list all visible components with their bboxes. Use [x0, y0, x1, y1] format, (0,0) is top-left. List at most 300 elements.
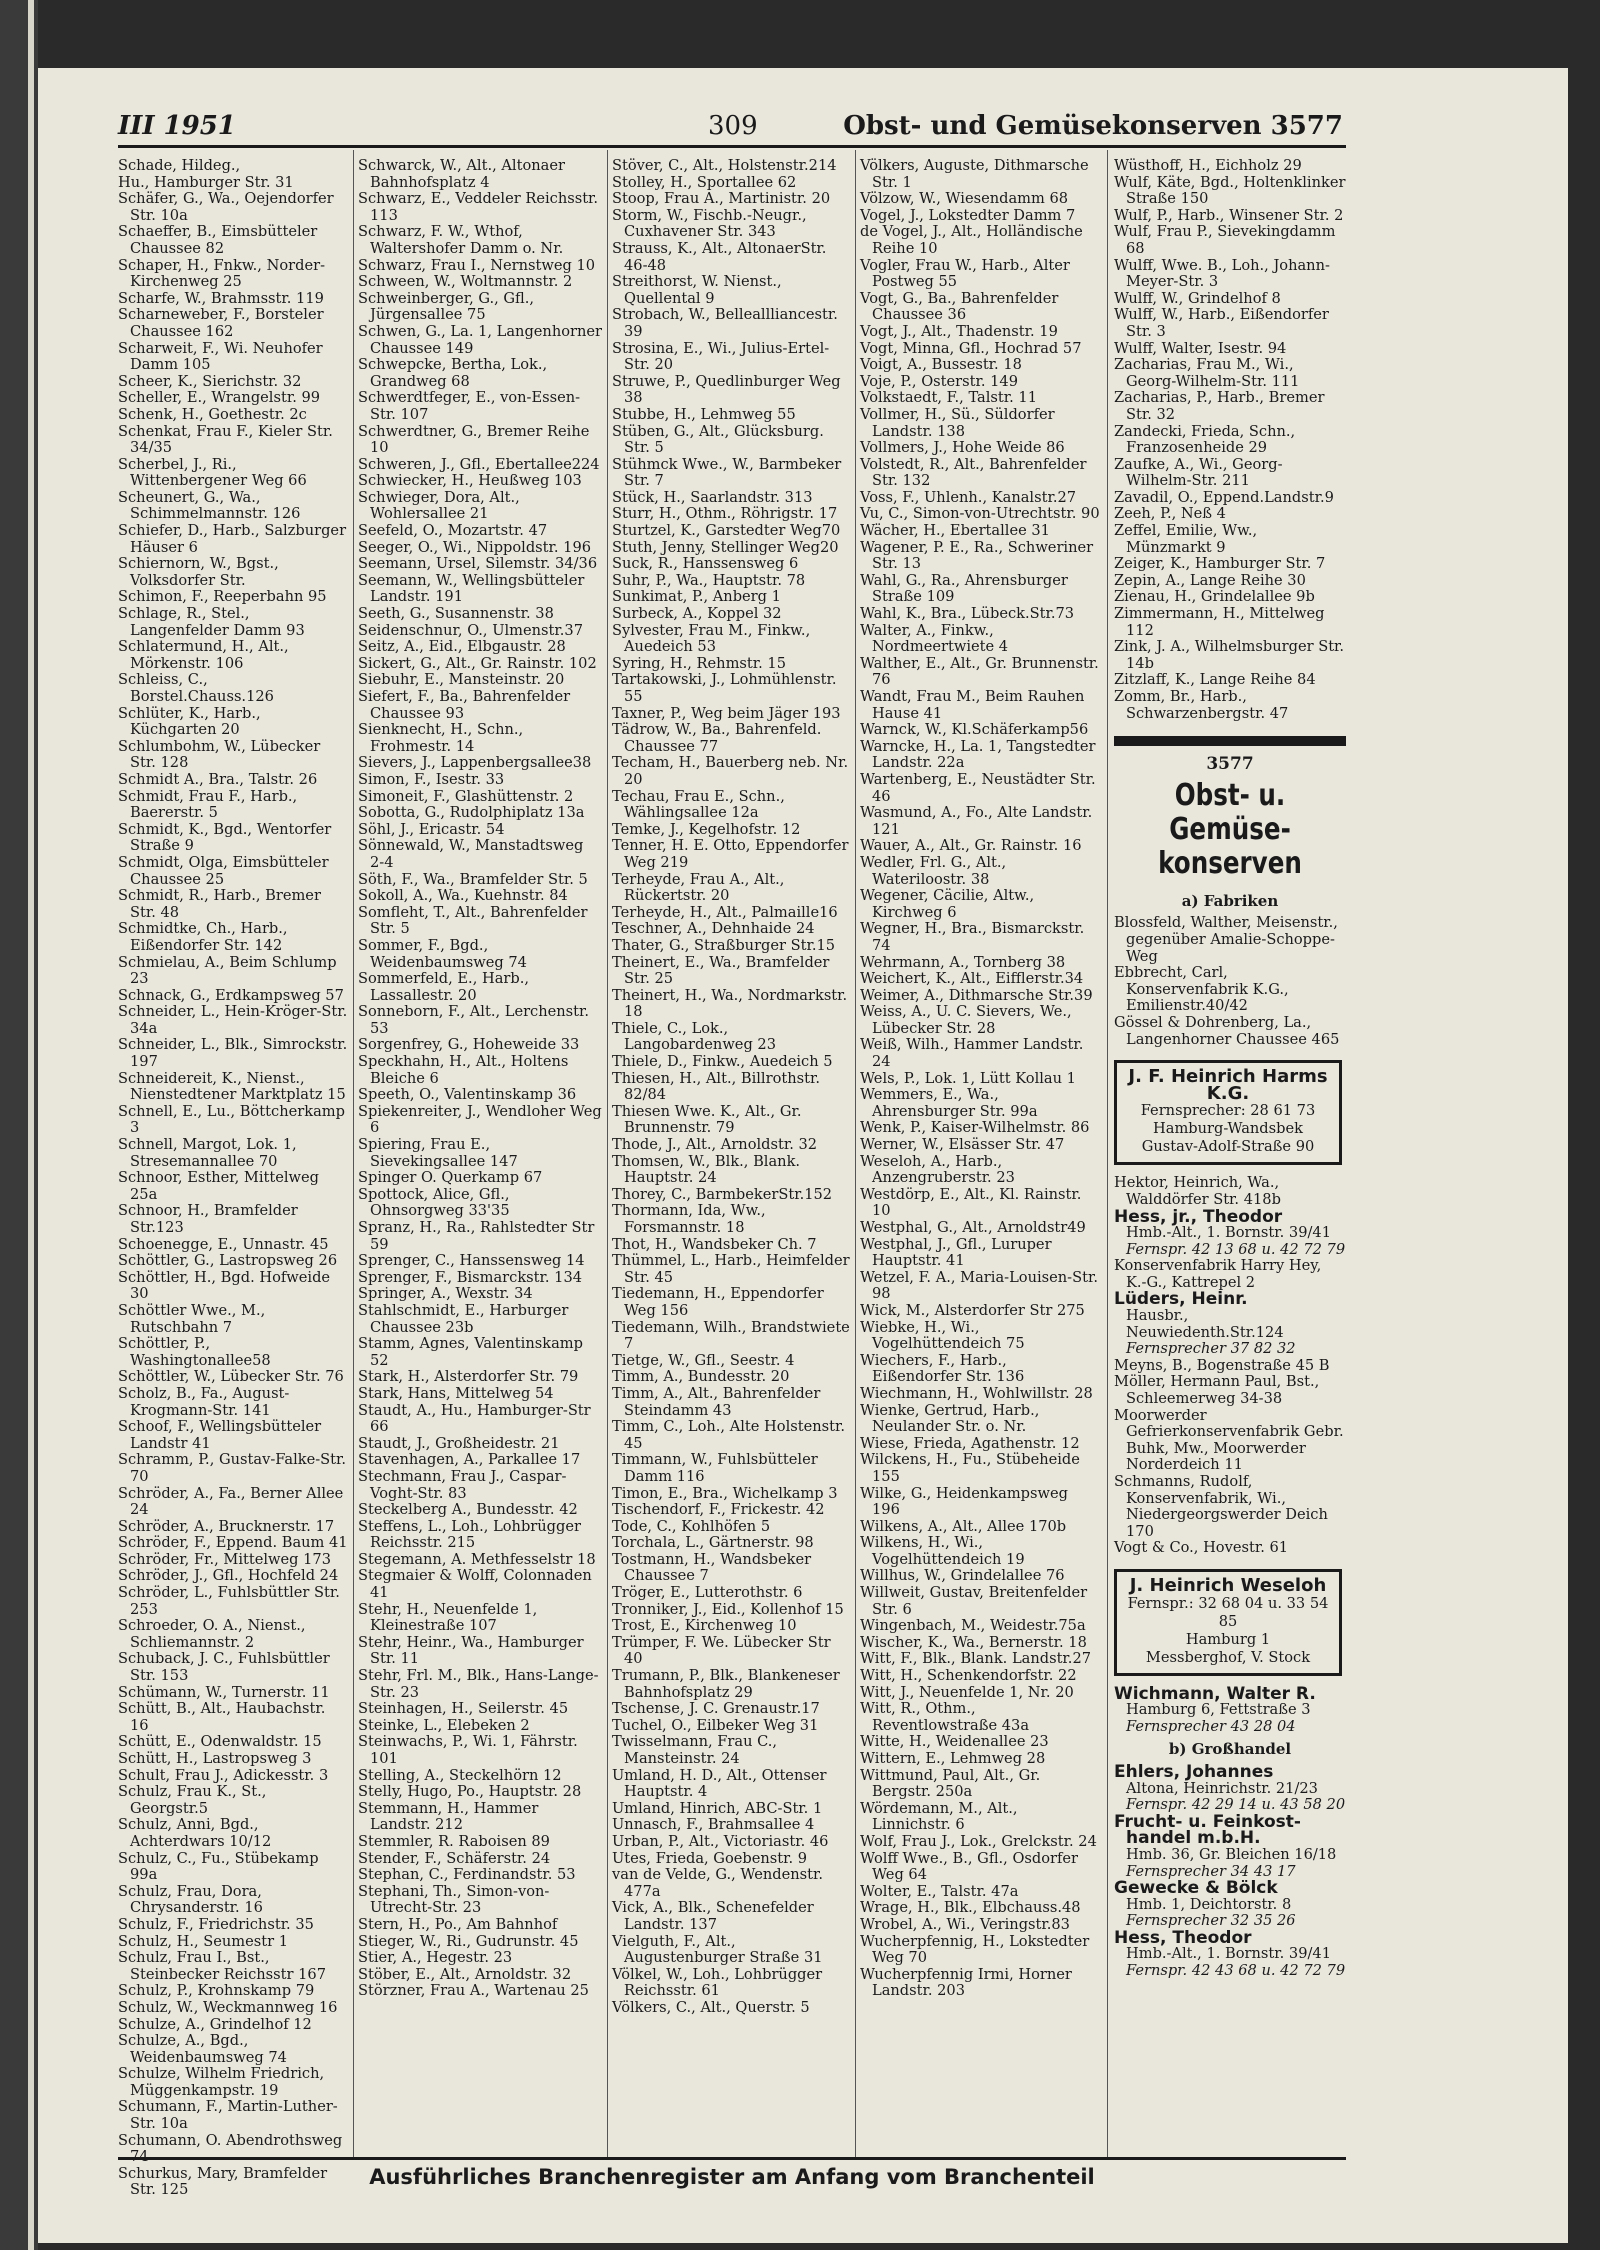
directory-entry: Trost, E., Kirchenweg 10 — [612, 1617, 797, 1635]
directory-entry: Schwiecker, H., Heußweg 103 — [358, 472, 582, 490]
directory-entry: Wolter, E., Talstr. 47a — [860, 1882, 1019, 1900]
directory-entry: Schröder, A., Fa., Berner Allee 24 — [118, 1484, 344, 1519]
directory-entry: Thater, G., Straßburger Str.15 — [612, 936, 836, 954]
directory-entry: Speckhahn, H., Alt., Holtens Bleiche 6 — [358, 1053, 569, 1087]
book-binding — [0, 0, 38, 2250]
directory-entry: Thiele, D., Finkw., Auedeich 5 — [612, 1053, 833, 1071]
directory-entry: Sunkimat, P., Anberg 1 — [612, 588, 781, 606]
directory-entry: Tröger, E., Lutterothstr. 6 — [612, 1584, 803, 1602]
directory-entry: Schöttler, H., Bgd. Hofweide 30 — [118, 1268, 331, 1303]
directory-entry: Trumann, P., Blk., Blankeneser Bahnhofsplatz 29 — [612, 1667, 840, 1701]
directory-entry: Storm, W., Fischb.-Neugr., Cuxhavener Str. 343 — [612, 206, 807, 241]
directory-entry: Völkel, W., Loh., Lohbrügger Reichsstr. 61 — [612, 1965, 823, 2000]
directory-entry: Schlüter, K., Harb., Küchgarten 20 — [118, 704, 261, 739]
directory-entry: Stephani, Th., Simon-von-Utrecht-Str. 23 — [358, 1882, 550, 1917]
company-name-cont: handel m.b.H. — [1126, 1828, 1261, 1849]
company-name: Lüders, Heinr. — [1114, 1289, 1248, 1310]
subsection-fabriken: a) Fabriken — [1181, 891, 1279, 910]
directory-entry: Völzow, W., Wiesendamm 68 — [860, 190, 1069, 208]
directory-entry: Vu, C., Simon-von-Utrechtstr. 90 — [860, 505, 1100, 523]
directory-entry: Weimer, A., Dithmarsche Str.39 — [860, 986, 1093, 1004]
directory-entry: Seeger, O., Wi., Nippoldstr. 196 — [358, 538, 592, 556]
directory-entry: Weichert, K., Alt., Eifflerstr.34 — [860, 970, 1084, 988]
directory-entry: Sonneborn, F., Alt., Lerchenstr. 53 — [358, 1003, 590, 1037]
column-3 — [612, 158, 850, 2017]
company-line: Fernspr. 42 43 68 u. 42 72 79 — [1126, 1962, 1346, 1980]
directory-entry: Sienknecht, H., Schn., Frohmestr. 14 — [358, 721, 524, 755]
directory-entry: Wemmers, E., Wa., Ahrensburger Str. 99a — [860, 1086, 1038, 1120]
directory-entry: Scharfe, W., Brahmsstr. 119 — [118, 289, 324, 307]
directory-entry: Schulz, H., Seumestr 1 — [118, 1932, 289, 1950]
directory-entry: Wehrmann, A., Tornberg 38 — [860, 953, 1066, 971]
directory-entry: Ebbrecht, Carl, Konservenfabrik K.G., Emilienstr.40/42 — [1114, 964, 1289, 1015]
directory-entry: Schoenegge, E., Unnastr. 45 — [118, 1235, 329, 1253]
directory-entry: Meyns, B., Bogenstraße 45 B — [1114, 1356, 1330, 1374]
hess-entry — [1114, 1927, 1346, 1980]
directory-entry: Warncke, H., La. 1, Tangstedter Landstr. 22a — [860, 737, 1096, 772]
directory-entry: Seeth, G., Susannenstr. 38 — [358, 605, 554, 623]
advert-line: Fernspr.: 32 68 04 u. 33 54 85 — [1127, 1594, 1329, 1630]
directory-entry: Struwe, P., Quedlinburger Weg 38 — [612, 372, 841, 407]
directory-entry: Schoof, F., Wellingsbütteler Landstr 41 — [118, 1418, 322, 1452]
directory-entry: Wilkens, H., Wi., Vogelhüttendeich 19 — [860, 1534, 1025, 1568]
directory-entry: Zeffel, Emilie, Ww., Münzmarkt 9 — [1114, 522, 1258, 556]
directory-entry: Zacharias, P., Harb., Bremer Str. 32 — [1114, 389, 1325, 423]
directory-entry: Wulf, P., Harb., Winsener Str. 2 — [1114, 206, 1344, 224]
section-number: 3577 — [1206, 754, 1254, 775]
company-line: Hmb.-Alt., 1. Bornstr. 39/41 — [1126, 1945, 1331, 1963]
directory-entry: Wördemann, M., Alt., Linnichstr. 6 — [860, 1799, 1018, 1834]
directory-entry: Schulz, Frau K., St., Georgstr.5 — [118, 1783, 267, 1817]
directory-entry: Stöver, C., Alt., Holstenstr.214 — [612, 157, 837, 174]
directory-entry: Schwepcke, Bertha, Lok., Grandweg 68 — [358, 356, 548, 390]
directory-entry: Schulze, A., Bgd., Weidenbaumsweg 74 — [118, 2032, 287, 2066]
directory-entry: Söth, F., Wa., Bramfelder Str. 5 — [358, 870, 588, 888]
directory-entry: Schröder, A., Brucknerstr. 17 — [118, 1517, 335, 1535]
directory-entry: Timm, A., Alt., Bahrenfelder Steindamm 43 — [612, 1384, 821, 1419]
directory-entry: Schwarck, W., Alt., Altonaer Bahnhofsplatz 4 — [358, 157, 565, 191]
directory-entry: Schütt, E., Odenwaldstr. 15 — [118, 1733, 322, 1751]
directory-entry: Wucherpfennig Irmi, Horner Landstr. 203 — [860, 1965, 1072, 2000]
directory-entry: Zavadil, O., Eppend.Landstr.9 — [1114, 488, 1334, 506]
directory-entry: Unnasch, F., Brahmsallee 4 — [612, 1816, 815, 1834]
directory-entry: Scheller, E., Wrangelstr. 99 — [118, 389, 321, 407]
directory-entry: Thiesen, H., Alt., Billrothstr. 82/84 — [612, 1069, 820, 1104]
directory-entry: Twisselmann, Frau C., Mansteinstr. 24 — [612, 1733, 778, 1767]
directory-entry: Schulz, W., Weckmannweg 16 — [118, 1998, 338, 2016]
directory-entry: Schumann, O. Abendrothsweg — [118, 2131, 343, 2149]
advert-line: Messberghof, V. Stock — [1145, 1648, 1311, 1666]
directory-entry: Siefert, F., Ba., Bahrenfelder Chaussee 93 — [358, 688, 571, 722]
directory-entry: Weiß, Wilh., Hammer Landstr. 24 — [860, 1036, 1084, 1071]
company-line: Hmb. 36, Gr. Bleichen 16/18 — [1126, 1845, 1337, 1863]
directory-entry: Sommer, F., Bgd., Weidenbaumsweg 74 — [358, 936, 527, 971]
directory-entry: Schramm, P., Gustav-Falke-Str. 70 — [118, 1451, 347, 1485]
directory-entry: Zink, J. A., Wilhelmsburger Str. 14b — [1114, 638, 1345, 672]
directory-entry: Stehr, Frl. M., Blk., Hans-Lange-Str. 23 — [358, 1667, 599, 1701]
directory-entry: Schröder, L., Fuhlsbüttler Str. 253 — [118, 1584, 340, 1618]
directory-entry: Schnack, G., Erdkampsweg 57 — [118, 986, 344, 1004]
directory-entry: Schulz, F., Friedrichstr. 35 — [118, 1915, 314, 1933]
directory-entry: Sickert, G., Alt., Gr. Rainstr. 102 — [358, 654, 597, 672]
directory-entry: Schütt, H., Lastropsweg 3 — [118, 1750, 312, 1767]
directory-entry: Stier, A., Hegestr. 23 — [358, 1949, 513, 1967]
directory-entry: Tiedemann, H., Eppendorfer Weg 156 — [612, 1285, 824, 1319]
advert-line: Hamburg-Wandsbek — [1153, 1120, 1303, 1138]
directory-entry: Schwerdtfeger, E., von-Essen-Str. 107 — [358, 389, 581, 423]
directory-entry: Schwarz, F. W., Wthof, Waltershofer Damm o. Nr. — [358, 223, 564, 257]
column-divider — [855, 150, 856, 2160]
directory-entry: Schnell, Margot, Lok. 1, Stresemannallee 70 — [118, 1136, 297, 1170]
directory-entry: Vogt, J., Alt., Thadenstr. 19 — [860, 322, 1058, 340]
directory-entry: Schleiss, C., Borstel.Chauss.126 — [118, 671, 274, 705]
directory-entry: Hu., Hamburger Str. 31 — [118, 173, 294, 191]
directory-entry: Schulze, A., Grindelhof 12 — [118, 2015, 312, 2033]
directory-entry: Stück, H., Saarlandstr. 313 — [612, 488, 813, 506]
directory-entry: Weseloh, A., Harb., Anzengruberstr. 23 — [860, 1152, 1015, 1187]
directory-entry: Scholz, B., Fa., August-Krogmann-Str. 141 — [118, 1384, 290, 1419]
directory-entry: Wittmund, Paul, Alt., Gr. Bergstr. 250a — [860, 1766, 1041, 1801]
directory-entry: Steinhagen, H., Seilerstr. 45 — [358, 1700, 569, 1718]
directory-entry: Stühmck Wwe., W., Barmbeker Str. 7 — [612, 455, 842, 490]
directory-entry: Wilckens, H., Fu., Stübeheide 155 — [860, 1451, 1080, 1485]
company-name: Gewecke & Bölck — [1114, 1878, 1278, 1899]
directory-entry: Wulff, Walter, Isestr. 94 — [1114, 339, 1287, 357]
directory-entry: Wulff, Wwe. B., Loh., Johann-Meyer-Str. 3 — [1114, 256, 1330, 291]
directory-entry: Schaeffer, B., Eimsbütteler Chaussee 82 — [118, 223, 318, 257]
directory-entry: Techau, Frau E., Schn., Wählingsallee 12a — [612, 787, 785, 822]
directory-entry: Thiesen Wwe. K., Alt., Gr. Brunnenstr. 79 — [612, 1102, 802, 1137]
directory-entry: Wahl, G., Ra., Ahrensburger Straße 109 — [860, 571, 1068, 606]
directory-entry: Terheyde, Frau A., Alt., Rückertstr. 20 — [612, 870, 785, 905]
directory-entry: Schlatermund, H., Alt., Mörkenstr. 106 — [118, 638, 289, 672]
directory-entry: Tuchel, O., Eilbeker Weg 31 — [612, 1716, 819, 1734]
directory-entry: Wenk, P., Kaiser-Wilhelmstr. 86 — [860, 1119, 1090, 1137]
directory-entry: Sokoll, A., Wa., Kuehnstr. 84 — [358, 887, 568, 905]
directory-entry: Stelling, A., Steckelhörn 12 — [358, 1766, 562, 1784]
directory-entry: Konservenfabrik Harry Hey, K.-G., Kattrepel 2 — [1114, 1257, 1322, 1291]
directory-entry: Sönnewald, W., Manstadtsweg 2-4 — [358, 837, 584, 871]
directory-entry: Stelly, Hugo, Po., Hauptstr. 28 — [358, 1783, 582, 1801]
directory-entry: Voje, P., Osterstr. 149 — [860, 372, 1018, 390]
directory-entry: Voss, F., Uhlenh., Kanalstr.27 — [860, 488, 1077, 506]
directory-entry: Utes, Frieda, Goebenstr. 9 — [612, 1849, 808, 1867]
directory-entry: Sobotta, G., Rudolphiplatz 13a — [358, 804, 585, 822]
directory-entry: Schweinberger, G., Gfl., Jürgensallee 75 — [358, 289, 535, 324]
directory-entry: Tschense, J. C. Grenaustr.17 — [612, 1700, 820, 1718]
directory-entry: Schulz, Frau I., Bst., Steinbecker Reichsstr 167 — [118, 1949, 326, 1983]
directory-entry: Wischer, K., Wa., Bernerstr. 18 — [860, 1633, 1087, 1651]
directory-entry: Springer, A., Wexstr. 34 — [358, 1285, 533, 1303]
column-4 — [860, 158, 1100, 2000]
directory-entry: Zandecki, Frieda, Schn., Franzosenheide 29 — [1114, 422, 1296, 457]
frucht-entry — [1114, 1811, 1346, 1880]
directory-entry: Sturr, H., Othm., Röhrigstr. 17 — [612, 505, 838, 523]
directory-entry: Schwarz, E., Veddeler Reichsstr. 113 — [358, 190, 599, 224]
directory-entry: Schween, W., Woltmannstr. 2 — [358, 273, 573, 291]
directory-entry: Wick, M., Alsterdorfer Str 275 — [860, 1301, 1085, 1319]
directory-entry: Schulze, Wilhelm Friedrich, Müggenkampstr. 19 — [118, 2065, 325, 2099]
directory-entry: Spiekenreiter, J., Wendloher Weg 6 — [358, 1102, 602, 1137]
directory-entry: Stehr, H., Neuenfelde 1, Kleinestraße 107 — [358, 1600, 538, 1635]
directory-entry: Tiedemann, Wilh., Brandstwiete 7 — [612, 1318, 850, 1353]
directory-entry: Schumann, F., Martin-Luther-Str. 10a — [118, 2098, 338, 2133]
directory-entry: Wolf, Frau J., Lok., Grelckstr. 24 — [860, 1832, 1097, 1850]
directory-entry: Wegener, Cäcilie, Altw., Kirchweg 6 — [860, 887, 1035, 921]
directory-entry: Sturtzel, K., Garstedter Weg70 — [612, 522, 841, 540]
directory-entry: Volstedt, R., Alt., Bahrenfelder Str. 132 — [860, 455, 1087, 490]
directory-entry: Schmidt, K., Bgd., Wentorfer Straße 9 — [118, 820, 332, 855]
directory-entry: Willhus, W., Grindelallee 76 — [860, 1567, 1065, 1585]
page-footer: Ausführliches Branchenregister am Anfang vom Branchenteil — [369, 2165, 1095, 2189]
directory-entry: Thomsen, W., Blk., Blank. Hauptstr. 24 — [612, 1152, 801, 1187]
directory-entry: Schenkat, Frau F., Kieler Str. 34/35 — [118, 422, 333, 457]
advert-title: J. Heinrich Weseloh — [1129, 1574, 1327, 1596]
directory-entry: Schroeder, O. A., Nienst., Schliemannstr. 2 — [118, 1617, 306, 1651]
directory-entry: Schurkus, Mary, Bramfelder Str. 125 — [118, 2164, 328, 2199]
section-heading — [1135, 779, 1325, 881]
directory-entry: Zaufke, A., Wi., Georg-Wilhelm-Str. 211 — [1114, 455, 1283, 490]
directory-entry: Suhr, P., Wa., Hauptstr. 78 — [612, 571, 806, 589]
directory-entry: Zomm, Br., Harb., Schwarzenbergstr. 47 — [1114, 688, 1289, 722]
directory-entry: Stamm, Agnes, Valentinskamp 52 — [358, 1335, 583, 1369]
section-heading-line2: konserven — [1158, 845, 1302, 881]
directory-entry: Stark, H., Alsterdorfer Str. 79 — [358, 1368, 579, 1386]
directory-entry: Stegmaier & Wolff, Colonnaden 41 — [358, 1567, 592, 1602]
advert-weseloh — [1114, 1569, 1342, 1676]
directory-entry: Schade, Hildeg., — [118, 157, 241, 174]
directory-entry: Warnck, W., Kl.Schäferkamp56 — [860, 721, 1089, 739]
directory-entry: Schöttler, G., Lastropsweg 26 — [118, 1252, 338, 1270]
directory-entry: Stuth, Jenny, Stellinger Weg20 — [612, 538, 839, 556]
directory-entry: Westphal, J., Gfl., Luruper Hauptstr. 41 — [860, 1235, 1052, 1270]
directory-entry: Schulz, C., Fu., Stübekamp 99a — [118, 1849, 319, 1884]
company-line: Hamburg 6, Fettstraße 3 — [1126, 1701, 1311, 1719]
directory-entry: Wedler, Frl. G., Alt., Wateriloostr. 38 — [860, 853, 1007, 888]
directory-entry: Vielguth, F., Alt., Augustenburger Straße 31 — [612, 1932, 823, 1967]
advert-title: J. F. Heinrich Harms K.G. — [1128, 1066, 1328, 1104]
directory-entry: Wasmund, A., Fo., Alte Landstr. 121 — [860, 804, 1093, 838]
directory-entry: Syring, H., Rehmstr. 15 — [612, 654, 786, 672]
ehlers-entry — [1114, 1761, 1346, 1814]
directory-entry: Scheunert, G., Wa., Schimmelmannstr. 126 — [118, 488, 301, 523]
directory-entry: Wilke, G., Heidenkampsweg 196 — [860, 1484, 1068, 1519]
fabriken-list-4 — [1114, 1358, 1346, 1557]
fabriken-list-3 — [1114, 1258, 1346, 1291]
directory-entry: Witt, H., Schenkendorfstr. 22 — [860, 1667, 1077, 1685]
directory-entry: Zimmermann, H., Mittelweg 112 — [1114, 605, 1325, 639]
directory-entry: Schneider, L., Hein-Kröger-Str. 34a — [118, 1003, 348, 1037]
section-heading-line1: Obst- u. Gemüse- — [1169, 777, 1291, 847]
directory-entry: Wulf, Frau P., Sievekingdamm 68 — [1114, 223, 1336, 257]
company-line: Hmb.-Alt., 1. Bornstr. 39/41 — [1126, 1224, 1331, 1242]
directory-entry: Wienke, Gertrud, Harb., Neulander Str. o. Nr. — [860, 1401, 1040, 1436]
directory-entry: Staudt, J., Großheidestr. 21 — [358, 1434, 560, 1452]
directory-entry: Stolley, H., Sportallee 62 — [612, 173, 797, 191]
directory-entry: Wegner, H., Bra., Bismarckstr. 74 — [860, 920, 1085, 954]
directory-entry: Wrobel, A., Wi., Veringstr.83 — [860, 1915, 1070, 1933]
directory-entry: Störzner, Frau A., Wartenau 25 — [358, 1982, 589, 2000]
directory-entry: Witt, J., Neuenfelde 1, Nr. 20 — [860, 1683, 1074, 1701]
directory-entry: Westphal, G., Alt., Arnoldstr49 — [860, 1219, 1086, 1236]
directory-entry: Wetzel, F. A., Maria-Louisen-Str. 98 — [860, 1268, 1098, 1303]
gewecke-entry — [1114, 1880, 1346, 1930]
company-name: Hess, jr., Theodor — [1114, 1206, 1283, 1227]
directory-entry: Sprenger, C., Hanssensweg 14 — [358, 1252, 585, 1270]
directory-entry: Seemann, Ursel, Silemstr. 34/36 — [358, 555, 598, 573]
directory-entry: Wahl, K., Bra., Lübeck.Str.73 — [860, 605, 1075, 623]
directory-entry: Schlumbohm, W., Lübecker Str. 128 — [118, 737, 321, 772]
advert-line: Gustav-Adolf-Straße 90 — [1141, 1138, 1315, 1156]
directory-entry: Seemann, W., Wellingsbütteler Landstr. 191 — [358, 571, 585, 606]
directory-entry: Schöttler Wwe., M., Rutschbahn 7 — [118, 1301, 266, 1336]
directory-entry: de Vogel, J., Alt., Holländische Reihe 10 — [860, 223, 1083, 257]
directory-entry: Seitz, A., Eid., Elbgaustr. 28 — [358, 638, 566, 656]
directory-entry: Wingenbach, M., Weidestr.75a — [860, 1617, 1086, 1635]
directory-entry: Schaper, H., Fnkw., Norder-Kirchenweg 25 — [118, 256, 326, 291]
directory-entry: Temke, J., Kegelhofstr. 12 — [612, 820, 801, 838]
directory-entry: Vollmer, H., Sü., Süldorfer Landstr. 138 — [860, 405, 1055, 440]
directory-entry: Stoop, Frau A., Martinistr. 20 — [612, 190, 831, 208]
directory-entry: Suck, R., Hanssensweg 6 — [612, 555, 799, 573]
directory-entry: Werner, W., Elsässer Str. 47 — [860, 1136, 1065, 1154]
directory-entry: Schneidereit, K., Nienst., Nienstedtener Marktplatz 15 — [118, 1069, 346, 1104]
directory-entry: Strauss, K., Alt., AltonaerStr. 46-48 — [612, 239, 827, 274]
directory-entry: Stüben, G., Alt., Glücksburg. Str. 5 — [612, 422, 824, 457]
directory-entry: Vogler, Frau W., Harb., Alter Postweg 55 — [860, 256, 1070, 291]
column-5-entries — [1114, 158, 1346, 722]
company-line: Fernsprecher 43 28 04 — [1126, 1717, 1296, 1735]
directory-entry: Wels, P., Lok. 1, Lütt Kollau 1 — [860, 1069, 1076, 1087]
directory-entry: Thümmel, L., Harb., Heimfelder Str. 45 — [612, 1252, 850, 1286]
directory-entry: Siebuhr, E., Mansteinstr. 20 — [358, 671, 565, 689]
directory-entry: Schmidt, Frau F., Harb., Baererstr. 5 — [118, 787, 298, 822]
directory-entry: Schütt, B., Alt., Haubachstr. 16 — [118, 1700, 326, 1734]
directory-entry: Sprenger, F., Bismarckstr. 134 — [358, 1268, 583, 1286]
directory-entry: Willweit, Gustav, Breitenfelder Str. 6 — [860, 1584, 1088, 1618]
directory-entry: Schröder, F., Eppend. Baum 41 — [118, 1534, 348, 1552]
directory-entry: Moorwerder Gefrierkonservenfabrik Gebr. Buhk, Mw., Moorwerder Norderdeich 11 — [1114, 1406, 1344, 1474]
directory-entry: Seidenschnur, O., Ulmenstr.37 — [358, 621, 583, 639]
directory-entry: Wiese, Frieda, Agathenstr. 12 — [860, 1434, 1080, 1452]
column-5 — [1114, 158, 1346, 1980]
directory-entry: Seefeld, O., Mozartstr. 47 — [358, 522, 548, 540]
directory-entry: Möller, Hermann Paul, Bst., Schleemerweg 34-38 — [1114, 1373, 1320, 1408]
directory-entry: Staudt, A., Hu., Hamburger-Str 66 — [358, 1401, 591, 1436]
directory-entry: Tostmann, H., Wandsbeker Chaussee 7 — [612, 1550, 812, 1585]
footer-rule — [118, 2157, 1346, 2160]
directory-entry: Witt, R., Othm., Reventlowstraße 43a — [860, 1700, 1030, 1734]
volume-year: III 1951 — [118, 111, 236, 141]
directory-entry: Timmann, W., Fuhlsbütteler Damm 116 — [612, 1451, 818, 1485]
company-line: Hmb. 1, Deichtorstr. 8 — [1126, 1895, 1292, 1913]
directory-entry: Wulff, W., Grindelhof 8 — [1114, 289, 1281, 307]
directory-entry: Sievers, J., Lappenbergsallee38 — [358, 754, 592, 772]
directory-entry: Völkers, C., Alt., Querstr. 5 — [612, 1998, 810, 2016]
directory-entry: Vogt, G., Ba., Bahrenfelder Chaussee 36 — [860, 289, 1059, 324]
directory-entry: Spinger O. Querkamp 67 — [358, 1169, 543, 1187]
directory-entry: Schmielau, A., Beim Schlump 23 — [118, 953, 337, 988]
advert-line: Hamburg 1 — [1185, 1630, 1271, 1648]
directory-entry: Völkers, Auguste, Dithmarsche Str. 1 — [860, 157, 1089, 191]
directory-entry: Stemmann, H., Hammer Landstr. 212 — [358, 1799, 539, 1834]
directory-entry: Surbeck, A., Koppel 32 — [612, 605, 782, 623]
directory-entry: Wächer, H., Ebertallee 31 — [860, 522, 1050, 540]
directory-entry: Theinert, E., Wa., Bramfelder Str. 25 — [612, 953, 830, 988]
directory-entry: Somfleht, T., Alt., Bahrenfelder Str. 5 — [358, 903, 588, 938]
directory-entry: Schümann, W., Turnerstr. 11 — [118, 1683, 330, 1701]
directory-entry: Stephan, C., Ferdinandstr. 53 — [358, 1866, 576, 1884]
directory-entry: Tietge, W., Gfl., Seestr. 4 — [612, 1351, 795, 1369]
directory-entry: Schulz, Frau, Dora, Chrysanderstr. 16 — [118, 1882, 263, 1917]
directory-entry: Schenk, H., Goethestr. 2c — [118, 405, 307, 423]
directory-entry: Scherbel, J., Ri., Wittenbergener Weg 66 — [118, 455, 307, 490]
directory-entry: Schuback, J. C., Fuhlsbüttler Str. 153 — [118, 1650, 330, 1685]
directory-entry: Tädrow, W., Ba., Bahrenfeld. Chaussee 77 — [612, 721, 822, 755]
directory-entry: Schmanns, Rudolf, Konservenfabrik, Wi., Niedergeorgswerder Deich 170 — [1114, 1473, 1328, 1540]
directory-entry: Vick, A., Blk., Schenefelder Landstr. 137 — [612, 1899, 814, 1933]
directory-entry: Zeiger, K., Hamburger Str. 7 — [1114, 555, 1326, 573]
directory-entry: Wucherpfennig, H., Lokstedter Weg 70 — [860, 1932, 1090, 1967]
directory-entry: Vogt, Minna, Gfl., Hochrad 57 — [860, 339, 1082, 357]
wichmann-entry — [1114, 1683, 1346, 1736]
directory-entry: Steinwachs, P., Wi. 1, Fährstr. 101 — [358, 1733, 578, 1767]
directory-entry: Steckelberg A., Bundesstr. 42 — [358, 1501, 578, 1519]
directory-entry: Sorgenfrey, G., Hoheweide 33 — [358, 1036, 580, 1054]
directory-entry: Speeth, O., Valentinskamp 36 — [358, 1086, 577, 1104]
directory-entry: Stavenhagen, A., Parkallee 17 — [358, 1451, 581, 1469]
directory-entry: Wandt, Frau M., Beim Rauhen Hause 41 — [860, 688, 1085, 722]
directory-entry: Vogel, J., Lokstedter Damm 7 — [860, 206, 1076, 224]
directory-entry: Wiebke, H., Wi., Vogelhüttendeich 75 — [860, 1318, 1025, 1353]
directory-entry: Thot, H., Wandsbeker Ch. 7 — [612, 1235, 817, 1253]
directory-entry: Wolff Wwe., B., Gfl., Osdorfer Weg 64 — [860, 1849, 1079, 1884]
directory-entry: Spranz, H., Ra., Rahlstedter Str 59 — [358, 1219, 595, 1253]
directory-entry: Schwieger, Dora, Alt., Wohlersallee 21 — [358, 488, 520, 523]
directory-entry: Vogt & Co., Hovestr. 61 — [1114, 1539, 1289, 1557]
directory-entry: Tronniker, J., Eid., Kollenhof 15 — [612, 1600, 844, 1618]
directory-entry: Tode, C., Kohlhöfen 5 — [612, 1517, 771, 1535]
directory-entry: Umland, H. D., Alt., Ottenser Hauptstr. 4 — [612, 1766, 827, 1801]
directory-entry: Schöttler, W., Lübecker Str. 76 — [118, 1368, 344, 1386]
directory-entry: Trümper, F. We. Lübecker Str 40 — [612, 1633, 831, 1668]
directory-entry: Stubbe, H., Lehmweg 55 — [612, 405, 796, 423]
directory-entry: Stieger, W., Ri., Gudrunstr. 45 — [358, 1932, 579, 1950]
directory-entry: Sylvester, Frau M., Finkw., Auedeich 53 — [612, 621, 811, 656]
company-line: Fernsprecher 32 35 26 — [1126, 1912, 1296, 1930]
directory-entry: Stern, H., Po., Am Bahnhof — [358, 1915, 558, 1933]
directory-entry: Volkstaedt, F., Talstr. 11 — [860, 389, 1037, 407]
directory-entry: Teschner, A., Dehnhaide 24 — [612, 920, 815, 938]
hess-jr-entry — [1114, 1206, 1346, 1259]
directory-entry: Urban, P., Alt., Victoriastr. 46 — [612, 1832, 829, 1850]
directory-entry: Stegemann, A. Methfesselstr 18 — [358, 1550, 596, 1568]
directory-entry: Zeeh, P., Neß 4 — [1114, 505, 1226, 523]
directory-entry: Schimon, F., Reeperbahn 95 — [118, 588, 327, 606]
directory-entry: Strobach, W., Belleallliancestr. 39 — [612, 306, 838, 340]
directory-entry: Zacharias, Frau M., Wi., Georg-Wilhelm-Str. 111 — [1114, 356, 1300, 390]
section-bar — [1114, 736, 1346, 746]
directory-entry: Umland, Hinrich, ABC-Str. 1 — [612, 1799, 823, 1817]
directory-entry: Schnoor, H., Bramfelder Str.123 — [118, 1202, 298, 1236]
page-header — [118, 105, 1343, 145]
directory-entry: Timm, A., Bundesstr. 20 — [612, 1368, 790, 1386]
company-name: Ehlers, Johannes — [1114, 1761, 1274, 1782]
directory-entry: Wagener, P. E., Ra., Schweriner Str. 13 — [860, 538, 1094, 573]
directory-entry: Wulf, Käte, Bgd., Holtenklinker Straße 150 — [1114, 173, 1346, 208]
directory-entry: Weiss, A., U. C. Sievers, We., Lübecker Str. 28 — [860, 1003, 1072, 1037]
header-rule — [118, 145, 1346, 148]
